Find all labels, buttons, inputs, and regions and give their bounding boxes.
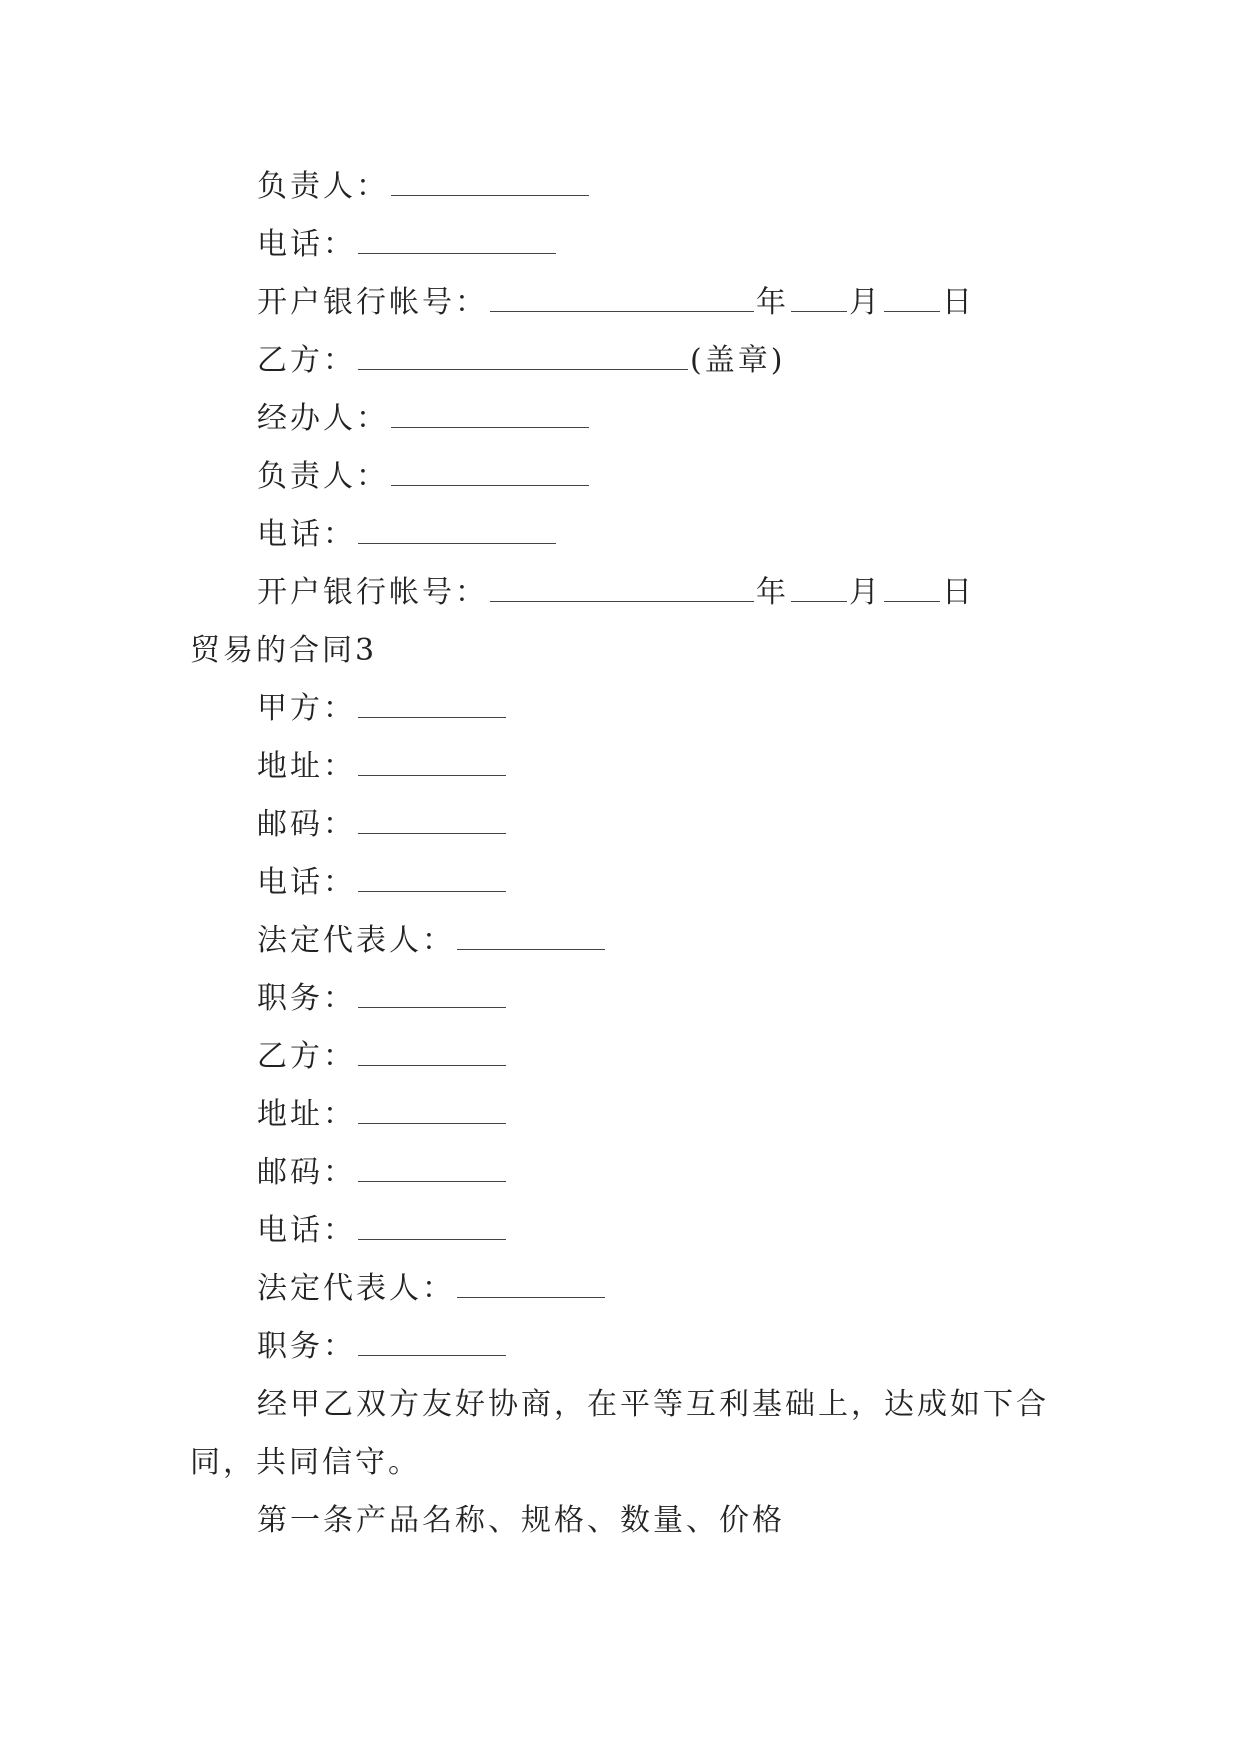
a-phone-blank [358,867,506,892]
party-b-line [257,341,785,381]
bank-account-line [257,283,975,323]
b-year-label: 年 [756,575,789,610]
handler-blank [391,403,589,428]
b-day-label: 日 [942,575,975,610]
party-a-line [257,689,508,729]
handler-line [257,399,591,439]
legal-rep-line [257,921,607,961]
agreement-text-1: 经甲乙双方友好协商，在平等互利基础上，达成如下合 [257,1387,1049,1422]
b-bank-account-line [257,573,975,613]
zip-blank [358,809,506,834]
b-responsible-blank [391,461,589,486]
b-legal-rep-label: 法定代表人： [257,1271,455,1306]
b-zip-label: 邮码： [257,1155,356,1190]
b-address-line [257,1095,508,1135]
article-1-text: 第一条产品名称、规格、数量、价格 [257,1503,785,1538]
position-label: 职务： [257,981,356,1016]
b-legal-rep-blank [457,1273,605,1298]
handler-label: 经办人： [257,401,389,436]
bank-account-blank [490,287,754,312]
party-b-label: 乙方： [257,343,356,378]
b-bank-account-label: 开户银行帐号： [257,575,488,610]
c-party-b-blank [358,1041,506,1066]
seal-text: (盖章) [690,343,786,378]
article-1-line [257,1501,785,1541]
year-label: 年 [756,285,789,320]
phone-label: 电话： [257,227,356,262]
party-b-blank [358,345,688,370]
responsible-label: 负责人： [257,169,389,204]
day-label: 日 [942,285,975,320]
position-line [257,979,508,1019]
contract-title [190,631,377,671]
month-label: 月 [849,285,882,320]
c-party-b-label: 乙方： [257,1039,356,1074]
b-position-label: 职务： [257,1329,356,1364]
b-day-blank [884,577,940,602]
b-phone-label: 电话： [257,517,356,552]
legal-rep-label: 法定代表人： [257,923,455,958]
zip-label: 邮码： [257,807,356,842]
b-responsible-label: 负责人： [257,459,389,494]
c-b-phone-label: 电话： [257,1213,356,1248]
month-blank [791,287,847,312]
b-phone-blank [358,519,556,544]
b-bank-account-blank [490,577,754,602]
phone-line [257,225,558,265]
c-party-b-line [257,1037,508,1077]
b-month-blank [791,577,847,602]
b-address-label: 地址： [257,1097,356,1132]
b-legal-rep-line [257,1269,607,1309]
party-a-label: 甲方： [257,691,356,726]
agreement-line-2 [190,1443,421,1483]
b-position-blank [358,1331,506,1356]
zip-line [257,805,508,845]
b-month-label: 月 [849,575,882,610]
party-a-blank [358,693,506,718]
address-line [257,747,508,787]
bank-account-label: 开户银行帐号： [257,285,488,320]
address-label: 地址： [257,749,356,784]
b-phone-line [257,515,558,555]
b-responsible-line [257,457,591,497]
b-zip-blank [358,1157,506,1182]
agreement-text-2: 同，共同信守。 [190,1445,421,1480]
a-phone-label: 电话： [257,865,356,900]
position-blank [358,983,506,1008]
a-phone-line [257,863,508,903]
c-b-phone-blank [358,1215,506,1240]
contract-title-text: 贸易的合同3 [190,633,378,668]
agreement-line-1 [257,1385,1049,1425]
day-blank [884,287,940,312]
phone-blank [358,229,556,254]
address-blank [358,751,506,776]
responsible-line [257,167,591,207]
b-address-blank [358,1099,506,1124]
legal-rep-blank [457,925,605,950]
b-position-line [257,1327,508,1367]
b-zip-line [257,1153,508,1193]
responsible-blank [391,171,589,196]
c-b-phone-line [257,1211,508,1251]
